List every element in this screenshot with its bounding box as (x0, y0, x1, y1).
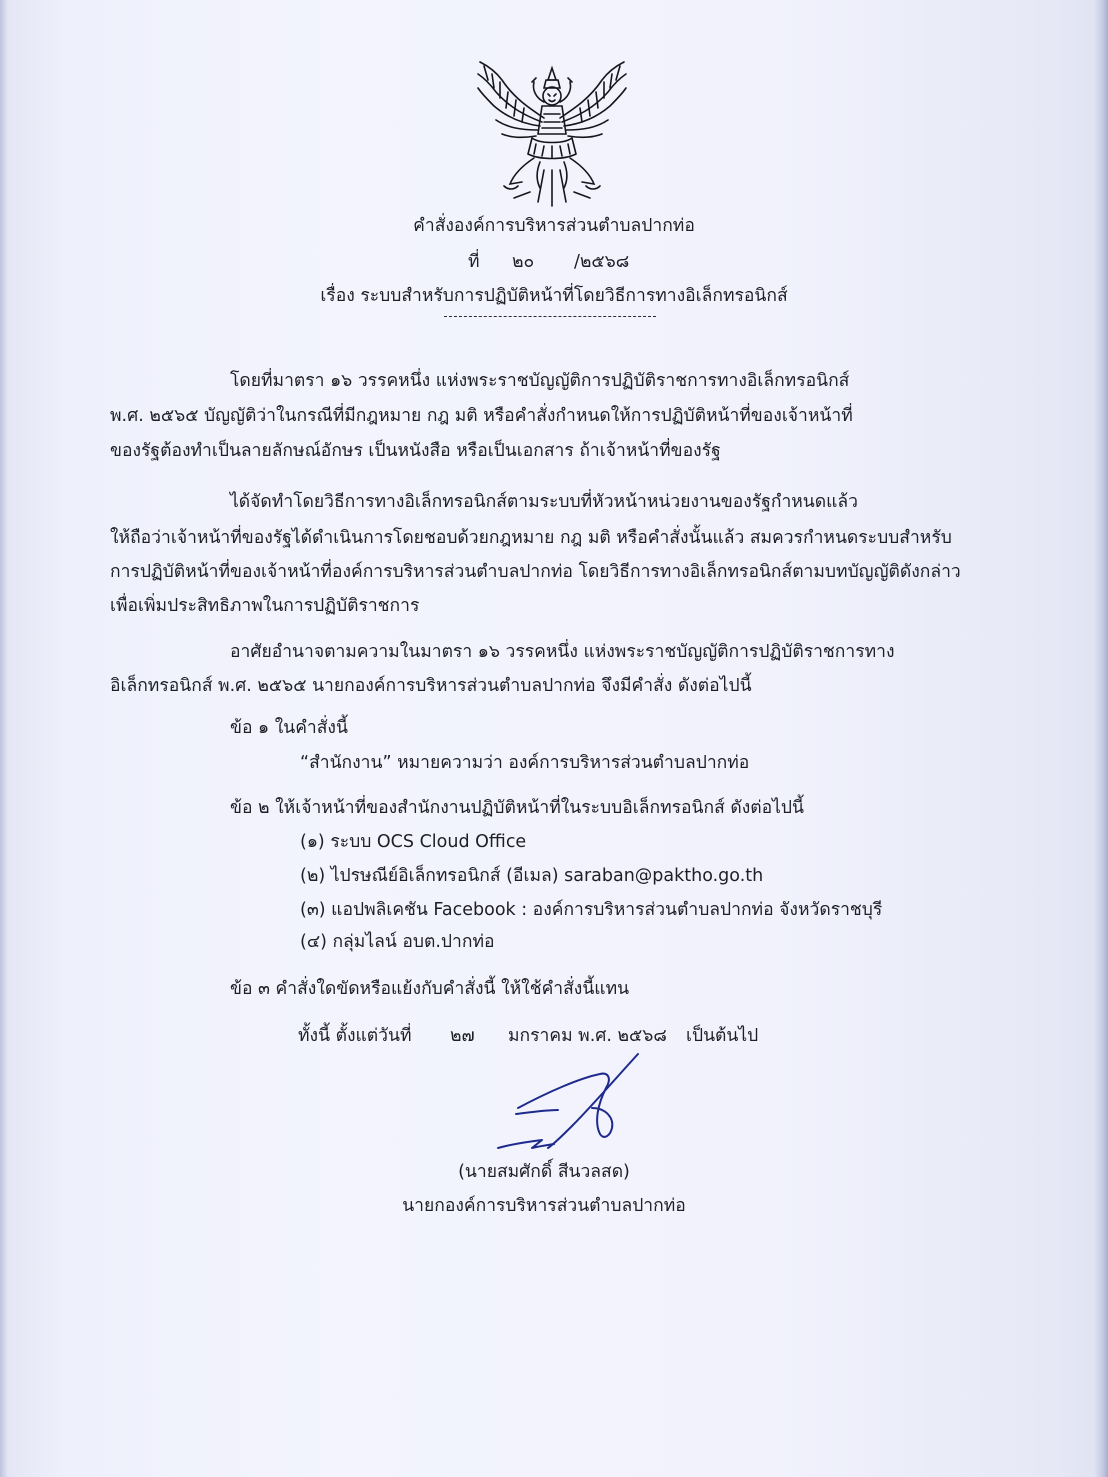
clause2-item-3: (๓) แอปพลิเคชัน Facebook : องค์การบริหารส่วนตำบลปากท่อ จังหวัดราชบุรี (300, 900, 883, 920)
clause2-item-1: (๑) ระบบ OCS Cloud Office (300, 832, 527, 852)
effective-day: ๒๗ (450, 1026, 475, 1046)
clause2-item-2: (๒) ไปรษณีย์อิเล็กทรอนิกส์ (อีเมล) saraban@paktho.go.th (300, 866, 764, 886)
signatory-position: นายกองค์การบริหารส่วนตำบลปากท่อ (402, 1196, 686, 1216)
clause1: ข้อ ๑ ในคำสั่งนี้ (230, 718, 348, 738)
para1-line2: พ.ศ. ๒๕๖๕ บัญญัติว่าในกรณีที่มีกฎหมาย กฎ มติ หรือคำสั่งกำหนดให้การปฏิบัติหน้าที่ของเจ้าหน้าที่ (110, 406, 853, 426)
signature-scribble (488, 1048, 648, 1160)
clause1-definition: “สำนักงาน” หมายความว่า องค์การบริหารส่วนตำบลปากท่อ (300, 753, 750, 773)
para3-line1: อาศัยอำนาจตามความในมาตรา ๑๖ วรรคหนึ่ง แห่งพระราชบัญญัติการปฏิบัติราชการทาง (230, 642, 895, 662)
garuda-emblem-icon (474, 58, 630, 208)
para2-line2: ให้ถือว่าเจ้าหน้าที่ของรัฐได้ดำเนินการโดยชอบด้วยกฎหมาย กฎ มติ หรือคำสั่งนั้นแล้ว สมควรกำหนดระบบสำหรับ (110, 528, 952, 548)
effective-month-year: มกราคม พ.ศ. ๒๕๖๘ (508, 1026, 667, 1046)
order-number-prefix: ที่ (468, 252, 480, 272)
para2-line3: การปฏิบัติหน้าที่ของเจ้าหน้าที่องค์การบริหารส่วนตำบลปากท่อ โดยวิธีการทางอิเล็กทรอนิกส์ตามบทบัญญัติดังกล่าว (110, 562, 961, 582)
page-shadow-left (0, 0, 8, 1477)
para1-line1: โดยที่มาตรา ๑๖ วรรคหนึ่ง แห่งพระราชบัญญัติการปฏิบัติราชการทางอิเล็กทรอนิกส์ (230, 371, 850, 391)
para3-line2: อิเล็กทรอนิกส์ พ.ศ. ๒๕๖๕ นายกองค์การบริหารส่วนตำบลปากท่อ จึงมีคำสั่ง ดังต่อไปนี้ (110, 676, 752, 696)
para2-line1: ได้จัดทำโดยวิธีการทางอิเล็กทรอนิกส์ตามระบบที่หัวหน้าหน่วยงานของรัฐกำหนดแล้ว (230, 492, 858, 512)
order-subject: เรื่อง ระบบสำหรับการปฏิบัติหน้าที่โดยวิธีการทางอิเล็กทรอนิกส์ (320, 286, 788, 306)
para2-line4: เพื่อเพิ่มประสิทธิภาพในการปฏิบัติราชการ (110, 596, 420, 616)
header-separator (444, 316, 656, 317)
signatory-name: (นายสมศักดิ์ สีนวลสด) (458, 1162, 630, 1182)
order-number-value: ๒๐ (512, 252, 535, 272)
clause2-item-4: (๔) กลุ่มไลน์ อบต.ปากท่อ (300, 932, 495, 952)
clause3: ข้อ ๓ คำสั่งใดขัดหรือแย้งกับคำสั่งนี้ ให้ใช้คำสั่งนี้แทน (230, 979, 630, 999)
page-shadow-right (1094, 0, 1108, 1477)
para1-line3: ของรัฐต้องทำเป็นลายลักษณ์อักษร เป็นหนังสือ หรือเป็นเอกสาร ถ้าเจ้าหน้าที่ของรัฐ (110, 441, 721, 461)
clause2: ข้อ ๒ ให้เจ้าหน้าที่ของสำนักงานปฏิบัติหน้าที่ในระบบอิเล็กทรอนิกส์ ดังต่อไปนี้ (230, 798, 804, 818)
order-number-year: /๒๕๖๘ (574, 252, 630, 272)
order-title: คำสั่งองค์การบริหารส่วนตำบลปากท่อ (413, 216, 695, 236)
effective-prefix: ทั้งนี้ ตั้งแต่วันที่ (298, 1026, 412, 1046)
effective-suffix: เป็นต้นไป (686, 1026, 759, 1046)
